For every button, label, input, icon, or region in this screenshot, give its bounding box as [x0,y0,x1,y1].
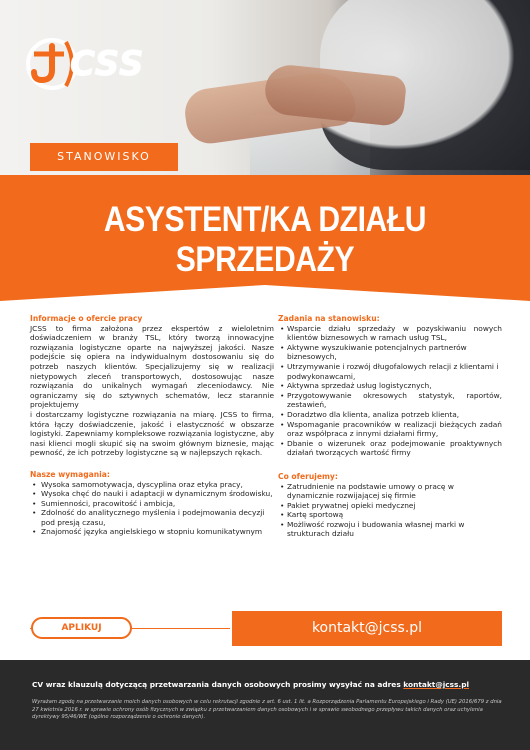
right-column [278,314,502,539]
list-item: • Utrzymywanie i rozwój długofalowych relacji z klientami i podwykonawcami, [278,362,502,381]
benefits-list [278,482,502,540]
contact-email-button[interactable]: kontakt@jcss.pl [232,611,502,646]
left-column [30,314,274,537]
offer-heading: Informacje o ofercie pracy [30,314,143,323]
offer-paragraph-2: i dostarczamy logistyczne rozwiązania na miarę. JCSS to firma, która łączy doświadczenie, jakość i elastyczność w obszarze logistyki. Zapewniamy kompleksowe rozwiązania logistyczne, aby nasi klienci mogli skupić się na swoim głównym biznesie, mając pewność, że ich potrzeby logistyczne są w najlepszych rękach. [30,409,274,458]
list-item: • Doradztwo dla klienta, analiza potrzeb klienta, [278,410,502,420]
list-item: • Wysoka samomotywacja, dyscyplina oraz etyka pracy, [30,480,274,490]
footer-cv-text: CV wraz klauzulą dotyczącą przetwarzania danych osobowych prosimy wysyłać na adres [32,680,404,689]
offer-paragraph-1: JCSS to firma założona przez ekspertów z wieloletnim doświadczeniem w branży TSL, który tworzą innowacyjne rozwiązania logistyczne oparte na najwyższej jakości. Nasze podejście się opiera na indywidualnym dostosowaniu się do potrzeb naszych klientów. Specjalizujemy się w realizacji nietypowych zleceń transportowych, dostosowując nasze rozwiązania do unikalnych wymagań zleceniodawcy. Nie ograniczamy się do sztywnych schematów, lecz starannie projektujemy [30,323,274,410]
list-item: • Kartę sportową [278,510,502,520]
banner-chevron-right [265,285,530,301]
tasks-list [278,324,502,458]
requirements-heading: Nasze wymagania: [30,469,110,479]
list-item: • Dbanie o wizerunek oraz podejmowanie proaktywnych działań tworzących wartość firmy [278,439,502,458]
list-item: • Zatrudnienie na podstawie umowy o pracę w dynamicznie rozwijającej się firmie [278,482,502,501]
logo-text: CSS [70,44,145,84]
list-item: • Sumienności, pracowitość i ambicja, [30,499,274,509]
footer-email-link[interactable]: kontakt@jcss.pl [403,680,470,689]
list-item: • Zdolność do analitycznego myślenia i podejmowania decyzji pod presją czasu, [30,508,274,527]
list-item: • Aktywna sprzedaż usług logistycznych, [278,381,502,391]
list-item: • Wspomaganie pracowników w realizacji bieżących zadań oraz współpraca z innymi działami firmy, [278,420,502,439]
footer-gdpr-consent: Wyrażam zgodę na przetwarzanie moich danych osobowych w celu rekrutacji zgodnie z art. 6 ust. 1 lit. a Rozporządzenia Parlamentu Europejskiego i Rady (UE) 2016/679 z dnia 27 kwietnia 2016 r. w sprawie ochrony osób fizycznych w związku z przetwarzaniem danych osobowych i w sprawie swobodnego przepływu takich danych oraz uchylenia dyrektywy 95/46/WE (ogólne rozporządzenie o ochronie danych). [32,699,502,721]
list-item: • Wysoka chęć do nauki i adaptacji w dynamicznym środowisku, [30,489,274,499]
list-item: • Wsparcie działu sprzedaży w pozyskiwaniu nowych klientów biznesowych w ramach usług TSL, [278,324,502,343]
position-tag: STANOWISKO [30,143,178,171]
requirements-list [30,480,274,538]
list-item: • Aktywne wyszukiwanie potencjalnych partnerów biznesowych, [278,343,502,362]
tasks-heading: Zadania na stanowisku: [278,314,380,323]
list-item: • Możliwość rozwoju i budowania własnej marki w strukturach działu [278,520,502,539]
banner-chevron-left [0,285,265,301]
list-item: • Przygotowywanie okresowych statystyk, raportów, zestawień, [278,391,502,410]
job-title: ASYSTENT/KA DZIAŁU SPRZEDAŻY [103,200,427,279]
list-item: • Pakiet prywatnej opieki medycznej [278,501,502,511]
footer-cv-note [32,680,502,690]
apply-button[interactable]: APLIKUJ [31,617,132,639]
list-item: • Znajomość języka angielskiego w stopniu komunikatywnym [30,527,274,537]
benefits-heading: Co oferujemy: [278,471,338,481]
